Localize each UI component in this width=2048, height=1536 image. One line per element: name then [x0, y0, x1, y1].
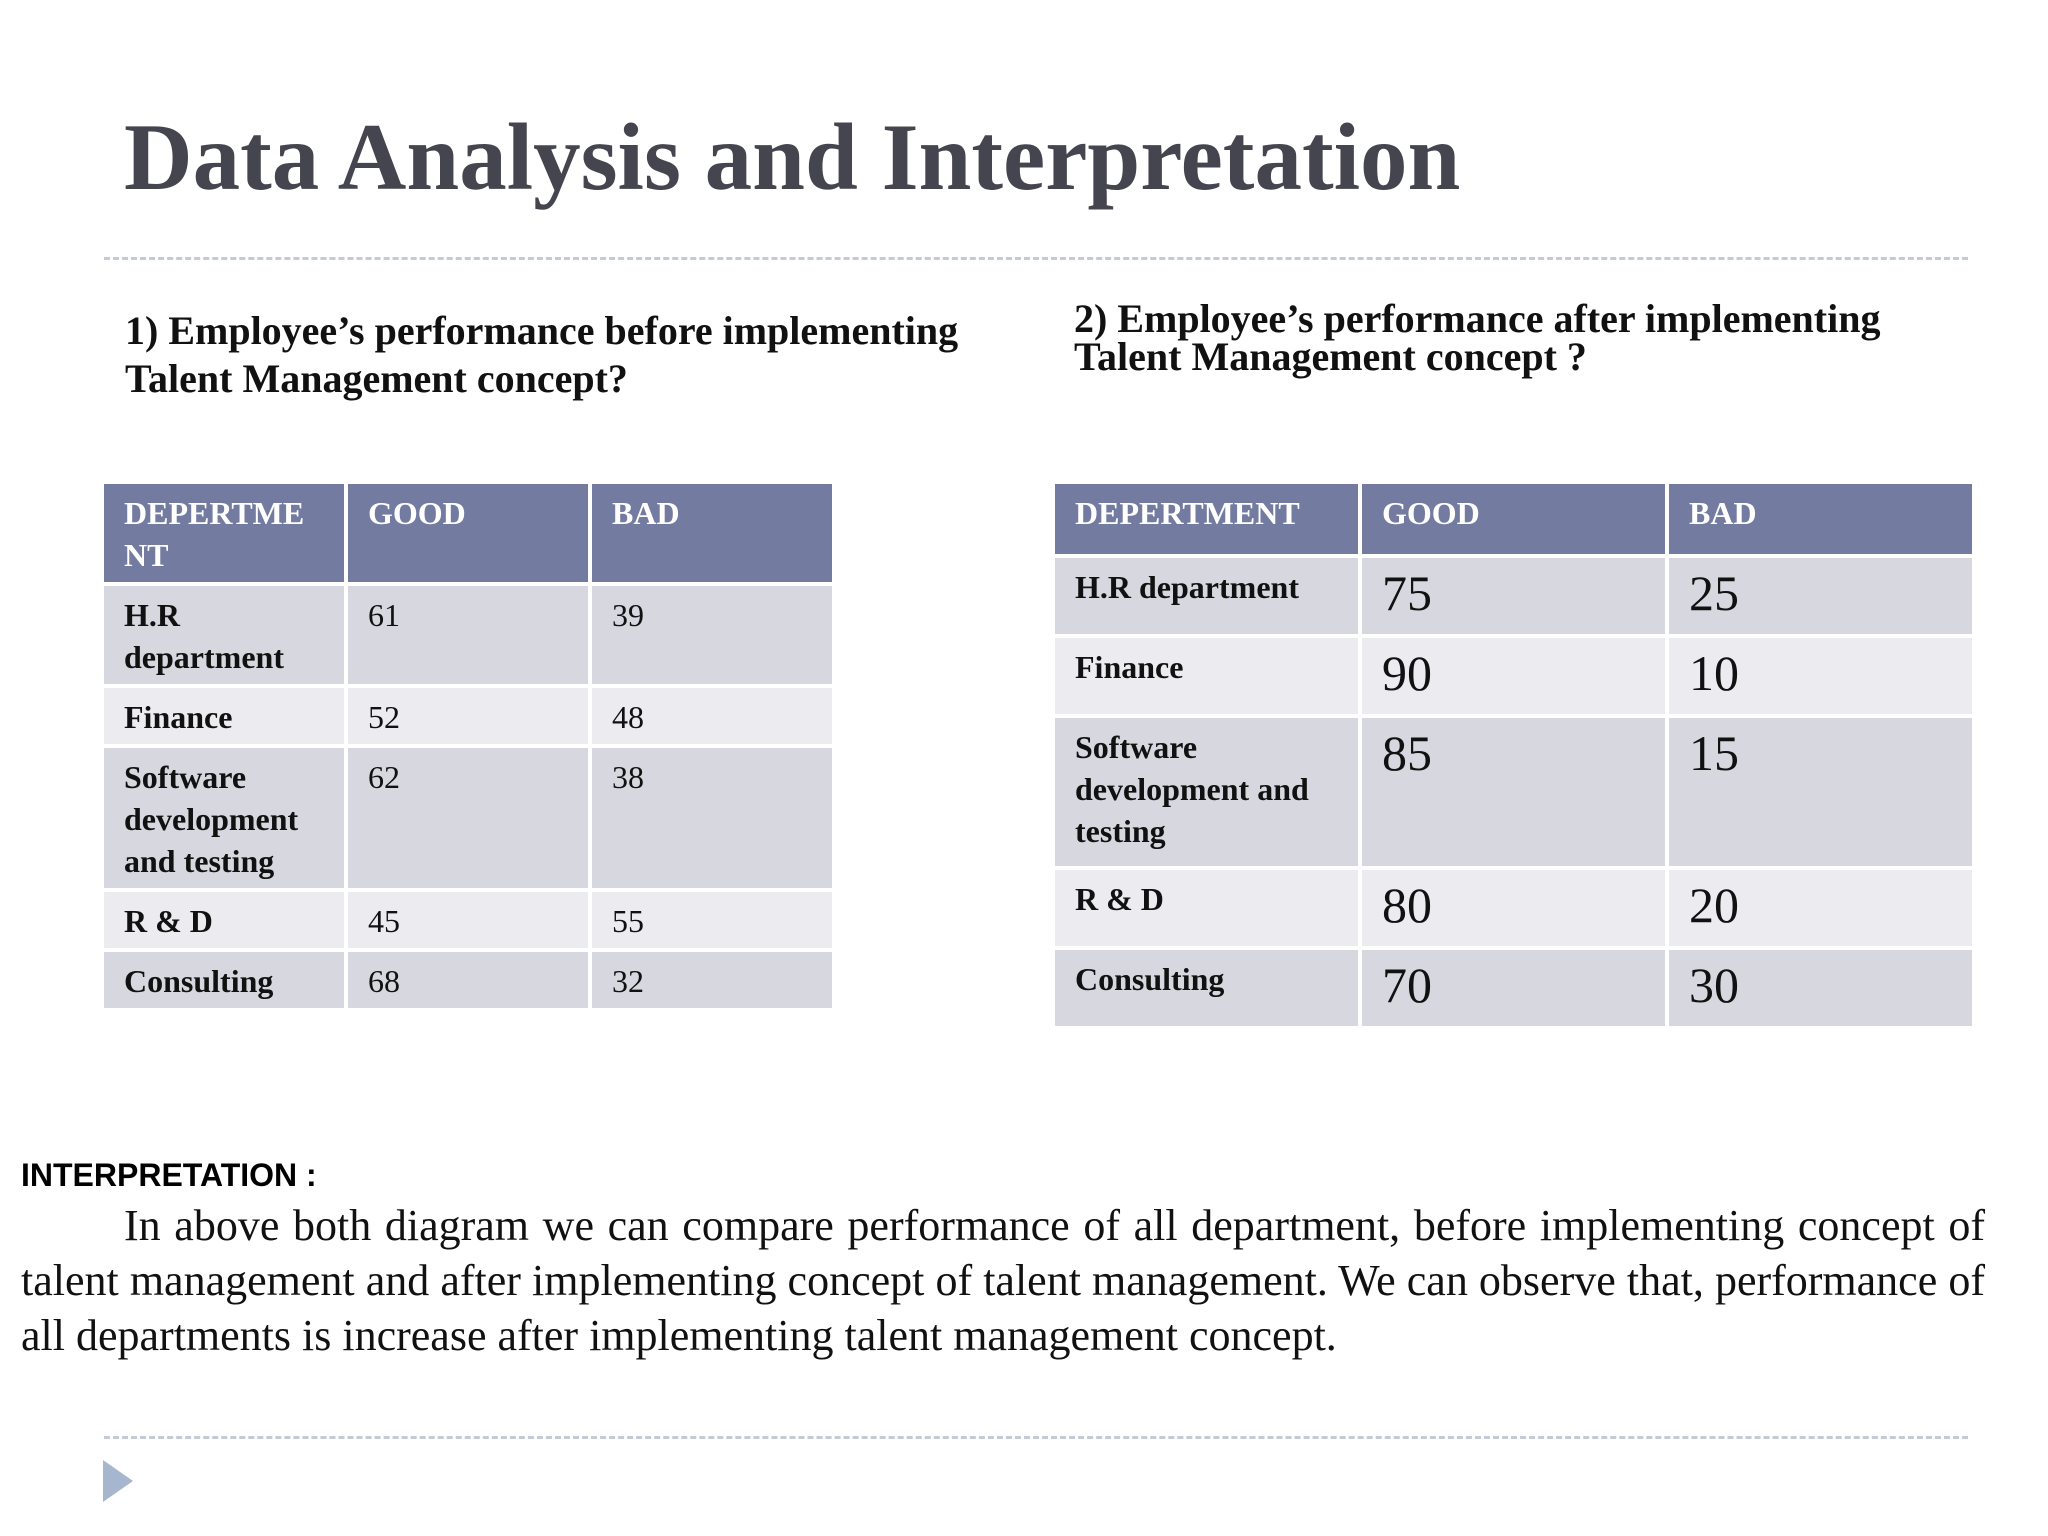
interpretation-heading: INTERPRETATION :: [21, 1157, 317, 1193]
interpretation-body: In above both diagram we can compare performance of all department, before implementing concept of talent management and after implementing concept of talent management. We can observe that, performance of all departments is increase after implementing talent management concept.: [21, 1201, 1985, 1360]
good-cell: 70: [1362, 950, 1665, 1026]
slide-title: Data Analysis and Interpretation: [124, 104, 1461, 210]
header-department: DEPERTMENT: [1055, 484, 1358, 554]
bad-cell: 10: [1669, 638, 1972, 714]
bad-cell: 30: [1669, 950, 1972, 1026]
good-cell: 75: [1362, 558, 1665, 634]
good-cell: 85: [1362, 718, 1665, 866]
good-cell: 62: [348, 748, 588, 888]
bottom-divider: [104, 1436, 1968, 1439]
bad-cell: 20: [1669, 870, 1972, 946]
performance-after-table: [1051, 480, 1976, 1030]
table-row: [104, 748, 832, 888]
table-row: [104, 892, 832, 948]
bad-cell: 39: [592, 586, 832, 684]
header-bad: BAD: [1669, 484, 1972, 554]
department-cell: H.R department: [104, 586, 344, 684]
question-after: 2) Employee’s performance after implementing Talent Management concept ?: [1074, 296, 1881, 379]
good-cell: 80: [1362, 870, 1665, 946]
good-cell: 68: [348, 952, 588, 1008]
header-bad: BAD: [592, 484, 832, 582]
department-cell: R & D: [104, 892, 344, 948]
department-cell: Finance: [1055, 638, 1358, 714]
department-cell: Finance: [104, 688, 344, 744]
header-good: GOOD: [348, 484, 588, 582]
table-row: [104, 586, 832, 684]
table-row: [1055, 870, 1972, 946]
top-divider: [104, 257, 1968, 260]
bad-cell: 48: [592, 688, 832, 744]
performance-before-table: [100, 480, 836, 1012]
good-cell: 52: [348, 688, 588, 744]
header-department: DEPERTME NT: [104, 484, 344, 582]
good-cell: 45: [348, 892, 588, 948]
department-cell: Software development and testing: [104, 748, 344, 888]
department-cell: Consulting: [1055, 950, 1358, 1026]
department-cell: Consulting: [104, 952, 344, 1008]
table-row: [1055, 638, 1972, 714]
good-cell: 61: [348, 586, 588, 684]
table-row: [1055, 718, 1972, 866]
bad-cell: 15: [1669, 718, 1972, 866]
table-header-row: [1055, 484, 1972, 554]
department-cell: Software development and testing: [1055, 718, 1358, 866]
department-cell: H.R department: [1055, 558, 1358, 634]
bad-cell: 38: [592, 748, 832, 888]
table-row: [1055, 558, 1972, 634]
header-good: GOOD: [1362, 484, 1665, 554]
table-row: [1055, 950, 1972, 1026]
triangle-right-icon: [103, 1460, 133, 1502]
good-cell: 90: [1362, 638, 1665, 714]
table-row: [104, 952, 832, 1008]
bad-cell: 55: [592, 892, 832, 948]
table-header-row: [104, 484, 832, 582]
table-row: [104, 688, 832, 744]
bad-cell: 32: [592, 952, 832, 1008]
question-before: 1) Employee’s performance before implementing Talent Management concept?: [125, 308, 959, 401]
bad-cell: 25: [1669, 558, 1972, 634]
department-cell: R & D: [1055, 870, 1358, 946]
